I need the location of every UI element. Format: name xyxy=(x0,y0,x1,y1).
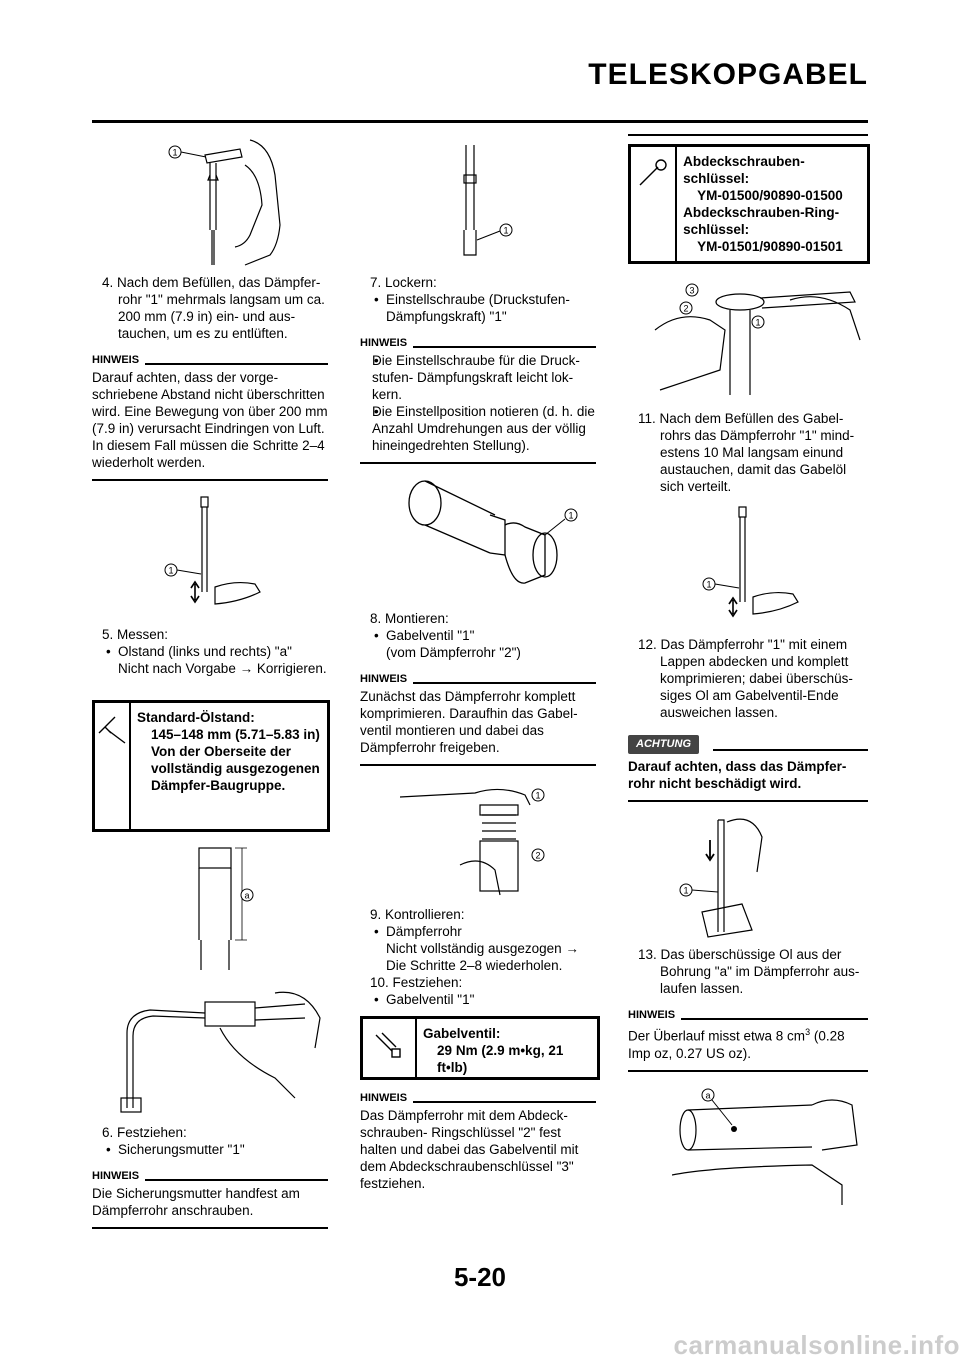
hinweis-text: Das Dämpferrohr mit dem Abdeckschrauben- Ringschlüssel "2" fest halten und dabei das Gabelventil mit dem Abdeckschraubenschlüssel "3" festziehen. xyxy=(360,1108,579,1191)
svg-text:a: a xyxy=(244,890,250,901)
torque-title: Gabelventil: xyxy=(423,1026,501,1041)
hinweis-label: HINWEIS xyxy=(360,673,408,685)
step-5: 5. Messen: xyxy=(102,627,169,642)
step-9-bullet: • Dämpferrohr xyxy=(360,923,596,940)
spec-title: Standard-Ölstand: xyxy=(137,710,255,725)
step-12: 12. Das Dämpferrohr "1" mit einem Lappen abdecken und komplett komprimieren; dabei überschüssiges Ol am Gabelventil-Ende ausweichen lassen. xyxy=(638,637,853,720)
illustration-rag-compress xyxy=(672,812,792,942)
hinweis-label: HINWEIS xyxy=(628,1009,676,1021)
illustration-oil-level xyxy=(185,840,265,972)
tool1-code: YM-01500/90890-01500 xyxy=(697,188,843,203)
spec-value: 145–148 mm (5.71–5.83 in) xyxy=(151,727,320,742)
hinweis-label: HINWEIS xyxy=(92,354,140,366)
hinweis-text: Die Sicherungsmutter handfest am Dämpferrohr anschrauben. xyxy=(92,1186,300,1218)
step-9-sub: Nicht vollständig ausgezogen → Die Schritte 2–8 wiederholen. xyxy=(386,941,579,973)
hinweis-text: Der Überlauf misst etwa 8 $cm^3$ (0.28 Imp oz, 0.27 US oz). xyxy=(628,1027,845,1061)
svg-text:1: 1 xyxy=(755,317,761,328)
illustration-tighten-valve xyxy=(650,280,865,400)
hinweis-label: HINWEIS xyxy=(92,1170,140,1182)
svg-text:2: 2 xyxy=(535,850,541,861)
achtung-badge: ACHTUNG xyxy=(628,735,699,754)
tool1-title: Abdeckschraubenschlüssel: xyxy=(683,154,805,186)
spec-note: Von der Oberseite der vollständig ausgezogenen Dämpfer-Baugruppe. xyxy=(151,744,320,793)
torque-wrench-icon xyxy=(363,1019,417,1077)
svg-text:3: 3 xyxy=(689,285,695,296)
torque-box xyxy=(360,1016,600,1080)
hinweis-text: Zunächst das Dämpferrohr komplett komprimieren. Daraufhin das Gabelventil montieren und dabei das Dämpferrohr freigeben. xyxy=(360,689,578,755)
step-11: 11. Nach dem Befüllen des Gabelrohrs das Dämpferrohr "1" mindestens 10 Mal langsam einund austauchen, damit das Gabelöl sich verteilt. xyxy=(638,411,855,494)
illustration-compress-valve xyxy=(400,775,560,900)
svg-text:1: 1 xyxy=(503,225,509,236)
illustration-fill-damper xyxy=(150,135,290,270)
step-6-bullet: • Sicherungsmutter "1" xyxy=(92,1141,328,1158)
step-10-bullet: • Gabelventil "1" xyxy=(360,991,596,1008)
page-title: TELESKOPGABEL xyxy=(588,58,868,91)
illustration-adjuster xyxy=(440,140,530,265)
svg-text:1: 1 xyxy=(706,579,712,590)
step-7: 7. Lockern: xyxy=(370,275,437,290)
hinweis-label: HINWEIS xyxy=(360,1092,408,1104)
step-6: 6. Festziehen: xyxy=(102,1125,187,1140)
achtung-text: Darauf achten, dass das Dämpferrohr nicht beschädigt wird. xyxy=(628,759,847,791)
wrench-icon xyxy=(631,147,677,261)
hinweis-label: HINWEIS xyxy=(360,337,408,349)
illustration-damper-stroke xyxy=(155,492,265,612)
svg-text:a: a xyxy=(705,1090,711,1101)
step-8-sub: (vom Dämpferrohr "2") xyxy=(386,645,521,660)
step-7-bullet: • Einstellschraube (Druckstufen- Dämpfungskraft) "1" xyxy=(360,291,596,325)
tool2-title: Abdeckschrauben-Ringschlüssel: xyxy=(683,205,840,237)
tool2-code: YM-01501/90890-01501 xyxy=(697,239,843,254)
step-4: 4. Nach dem Befüllen, das Dämpferrohr "1" mehrmals langsam um ca. 200 mm (7.9 in) ein- und austauchen, um es zu entlüften. xyxy=(102,275,325,341)
svg-text:2: 2 xyxy=(683,303,689,314)
step-8-bullet: • Gabelventil "1" xyxy=(360,627,596,644)
step-8: 8. Montieren: xyxy=(370,611,449,626)
hinweis-bullet: • Die Einstellposition notieren (d. h. die Anzahl Umdrehungen aus der völlig hineingedrehten Stellung). xyxy=(360,403,596,454)
page-number: 5-20 xyxy=(453,1262,507,1292)
column-rule xyxy=(628,134,868,136)
header-rule xyxy=(92,120,868,123)
wrench-icon xyxy=(95,703,131,829)
step-5-bullet: • Olstand (links und rechts) "a" xyxy=(92,643,328,660)
hinweis-text: Darauf achten, dass der vorgeschriebene Abstand nicht überschritten wird. Eine Bewegung von über 200 mm (7.9 in) verursacht Eindringen von Luft. In diesem Fall müssen die Schritte 2–4 wiederholt werden. xyxy=(92,370,328,470)
illustration-locknut xyxy=(115,988,330,1113)
footer-watermark: carmanualsonline.info xyxy=(673,1330,960,1360)
svg-text:1: 1 xyxy=(172,147,178,158)
tool-box xyxy=(628,144,870,264)
illustration-damper-pump xyxy=(695,502,805,622)
illustration-fork-valve xyxy=(395,475,585,595)
svg-text:1: 1 xyxy=(683,885,689,896)
torque-value: 29 Nm (2.9 m•kg, 21 ft•lb) xyxy=(437,1043,564,1075)
hinweis-bullet: • Die Einstellschraube für die Druckstufen- Dämpfungskraft leicht lokkern. xyxy=(360,352,596,403)
illustration-drain-hole xyxy=(672,1075,867,1205)
svg-text:1: 1 xyxy=(568,510,574,521)
spec-box-oil-level xyxy=(92,700,330,832)
step-9: 9. Kontrollieren: xyxy=(370,907,465,922)
svg-text:1: 1 xyxy=(535,790,541,801)
step-10: 10. Festziehen: xyxy=(370,975,463,990)
svg-text:1: 1 xyxy=(168,565,174,576)
step-13: 13. Das überschüssige Ol aus der Bohrung "a" im Dämpferrohr auslaufen lassen. xyxy=(638,947,860,996)
step-5-sub: Nicht nach Vorgabe → Korrigieren. xyxy=(118,661,327,676)
